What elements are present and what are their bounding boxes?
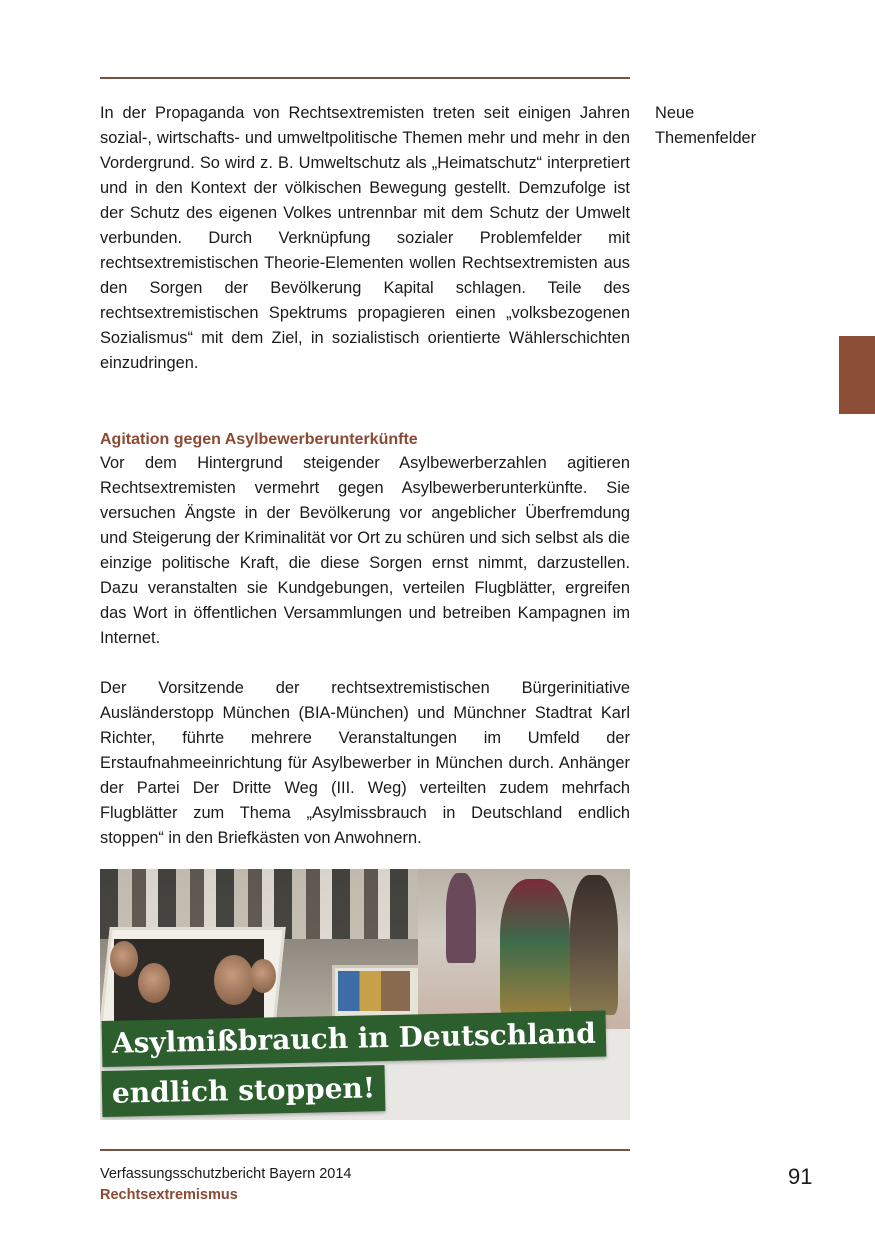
banner-line-2: endlich stoppen! <box>102 1065 386 1117</box>
small-window-people <box>338 971 410 1011</box>
pedestrian-3 <box>570 875 618 1015</box>
footer-publication: Verfassungsschutzbericht Bayern 2014 <box>100 1166 352 1182</box>
body-paragraph-2: Der Vorsitzende der rechtsextremistischen Bürgerinitiative Ausländerstopp München (BIA-München) und Münchner Stadtrat Karl Richter, führte mehrere Veranstaltungen im Umfeld der Erstaufnahmeeinrichtung für Asylbewerber in München durch. Anhänger der Partei Der Dritte Weg (III. Weg) verteilten zudem mehrfach Flugblätter zum Thema „Asylmissbrauch in Deutschland endlich stoppen“ in den Briefkästen von Anwohnern. <box>100 679 630 847</box>
banner-line-1: Asylmißbrauch in Deutschland <box>102 1010 607 1067</box>
chapter-tab-marker <box>839 336 875 414</box>
footer-chapter: Rechtsextremismus <box>100 1187 238 1203</box>
person-face-2 <box>138 963 170 1003</box>
pedestrian-2 <box>500 879 570 1019</box>
page-number: 91 <box>788 1164 813 1189</box>
body-paragraph-1: Vor dem Hintergrund steigender Asylbewerberzahlen agitieren Rechtsextremisten vermehrt gegen Asylbewerberunterkünfte. Sie versuchen Ängste in der Bevölkerung vor angeblicher Überfremdung und Steigerung der Kriminalität vor Ort zu schüren und sich selbst als die einzige politische Kraft, die diese Sorgen ernst nimmt, darzustellen. Dazu veranstalten sie Kundgebungen, verteilen Flugblätter, ergreifen das Wort in öffentlichen Versammlungen und betreiben Kampagnen im Internet. <box>100 454 630 647</box>
section-heading: Agitation gegen Asylbewerberunterkünfte <box>100 431 418 448</box>
top-rule <box>100 77 630 79</box>
bottom-rule <box>100 1149 630 1151</box>
marginal-heading <box>655 101 756 151</box>
pedestrian-1 <box>446 873 476 963</box>
marginal-heading-line1: Neue <box>655 104 695 122</box>
person-face-4 <box>250 959 276 993</box>
person-face-1 <box>110 941 138 977</box>
person-face-3 <box>214 955 254 1005</box>
leaflet-image <box>100 869 630 1120</box>
intro-paragraph: In der Propaganda von Rechtsextremisten treten seit einigen Jahren sozial-, wirtschafts- und umweltpolitische Themen mehr und mehr in den Vordergrund. So wird z. B. Umweltschutz als „Heimatschutz“ interpretiert und in den Kontext der völkischen Bewegung gestellt. Demzufolge ist der Schutz des eigenen Volkes untrennbar mit dem Schutz der Umwelt verbunden. Durch Verknüpfung sozialer Problemfelder mit rechtsextremistischen Theorie-Elementen wollen Rechtsextremisten aus den Sorgen der Bevölkerung Kapital schlagen. Teile des rechtsextremistischen Spektrums propagieren einen „volksbezogenen Sozialismus“ mit dem Ziel, in sozialistisch orientierte Wählerschichten einzudringen. <box>100 104 630 372</box>
marginal-heading-line2: Themenfelder <box>655 129 757 147</box>
